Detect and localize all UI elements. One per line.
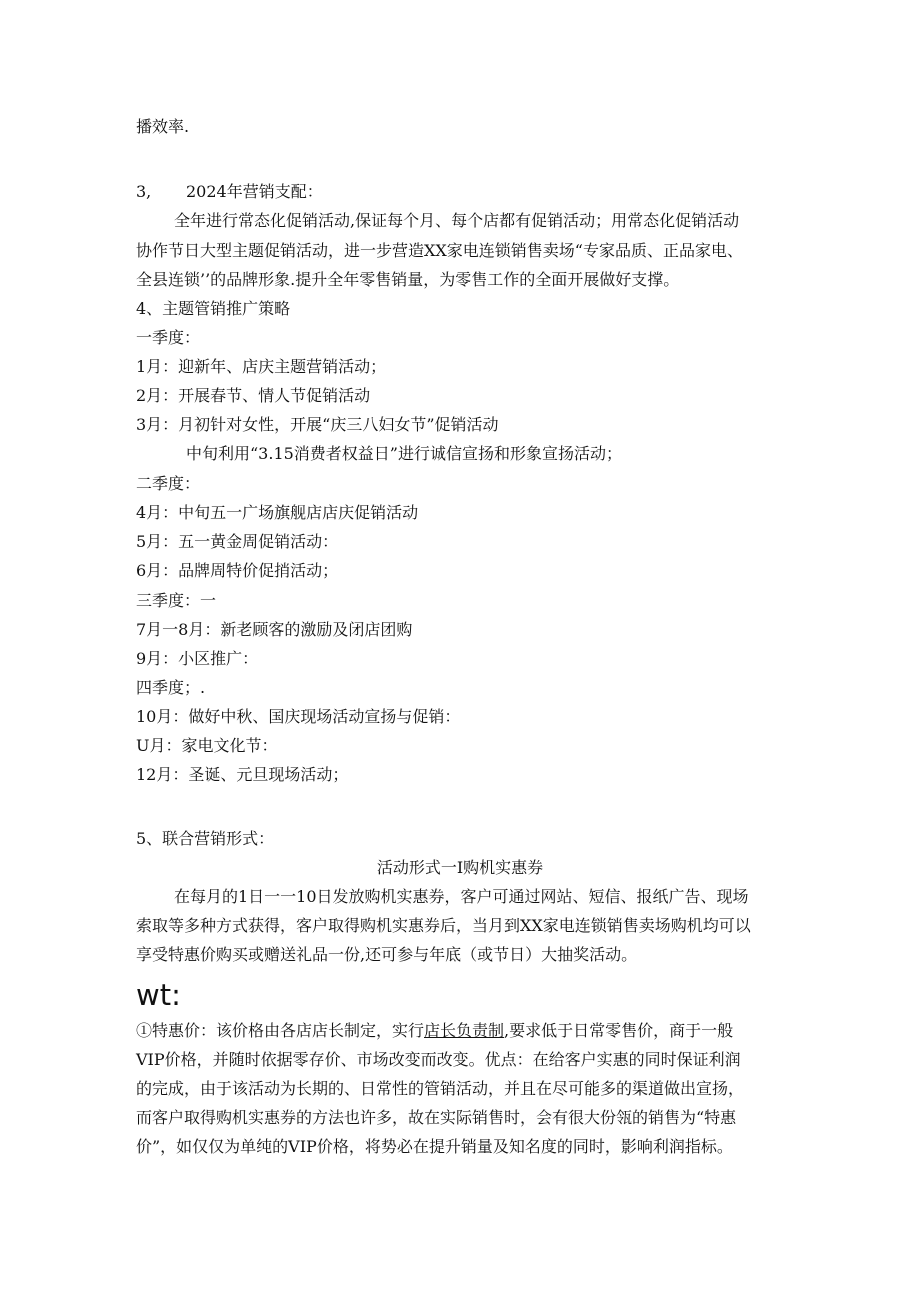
month-item: 9月：小区推广： <box>136 649 259 668</box>
notes-heading: wt: <box>136 978 181 1012</box>
month-item: 6月：品牌周特价促捎活动； <box>136 561 339 580</box>
note-line: 价”，如仅仅为单纯的VIP价格，将势必在提升销量及知名度的同时，影响利润指标。 <box>136 1137 733 1156</box>
month-item: 1月：迎新年、店庆主题营销活动； <box>136 357 387 376</box>
month-item: 2月：开展春节、情人节促销活动 <box>136 386 371 405</box>
paragraph-line: 协作节日大型主题促销活动，进一步营造XX家电连锁销售卖场“专家品质、正品家电、 <box>136 241 743 260</box>
note-line: 而客户取得购机实惠券的方法也许多，故在实际销售时，会有很大份瓴的销售为“特惠 <box>136 1108 737 1127</box>
activity-title: 活动形式一I购机实惠券 <box>376 858 544 877</box>
paragraph-line: 在每月的1日一一10日发放购机实惠券，客户可通过网站、短信、报纸广告、现场 <box>174 887 749 906</box>
quarter-1-heading: 一季度： <box>136 328 201 347</box>
note-line: 的完成，由于该活动为长期的、日常性的管销活动，并且在尽可能多的渠道做出宣扬， <box>136 1079 745 1098</box>
quarter-2-heading: 二季度： <box>136 474 201 493</box>
section-3-title: 2024年营销支配： <box>186 182 323 201</box>
section-5-title: 5、联合营销形式： <box>136 829 275 848</box>
note-text: ①特惠价：该价格由各店店长制定，实行 <box>136 1021 425 1040</box>
paragraph-line: 享受特惠价购买或赠送礼品一份,还可参与年底（或节日）大抽奖活动。 <box>136 945 638 964</box>
section-4-title: 4、主题管销推广策略 <box>136 299 291 318</box>
note-line: VIP价格，并随时依据零存价、市场改变而改变。优点：在给客户实惠的同时保证利润 <box>136 1050 741 1069</box>
paragraph-line: 全县连锁’’的品牌形象.提升全年零售销量，为零售工作的全面开展做好支撑。 <box>136 270 680 289</box>
month-item: 3月：月初针对女性，开展“庆三八妇女节”促销活动 <box>136 415 499 434</box>
quarter-3-heading: 三季度：一 <box>136 591 217 610</box>
paragraph-line: 索取等多种方式获得，客户取得购机实惠券后，当月到XX家电连锁销售卖场购机均可以 <box>136 916 751 935</box>
month-item: 12月：圣诞、元旦现场活动； <box>136 765 349 784</box>
month-item-continued: 中旬利用“3.15消费者权益日”进行诚信宣扬和形象宣扬活动； <box>186 444 622 463</box>
note-line <box>136 1020 733 1042</box>
paragraph-line: 播效率. <box>136 117 190 136</box>
underlined-term: 店长负责制 <box>424 1021 505 1040</box>
month-item: 7月一8月：新老顾客的激励及闭店团购 <box>136 620 413 639</box>
month-item: 4月：中旬五一广场旗舰店店庆促销活动 <box>136 503 419 522</box>
month-item: 10月：做好中秋、国庆现场活动宣扬与促销： <box>136 707 461 726</box>
month-item: 5月：五一黄金周促销活动： <box>136 532 339 551</box>
note-text: ,要求低于日常零售价，商于一般 <box>504 1021 734 1040</box>
quarter-4-heading: 四季度；. <box>136 678 206 697</box>
section-3-number: 3, <box>136 182 152 201</box>
paragraph-line: 全年进行常态化促销活动,保证每个月、每个店都有促销活动；用常态化促销活动 <box>174 211 740 230</box>
month-item: U月：家电文化节： <box>136 736 278 755</box>
